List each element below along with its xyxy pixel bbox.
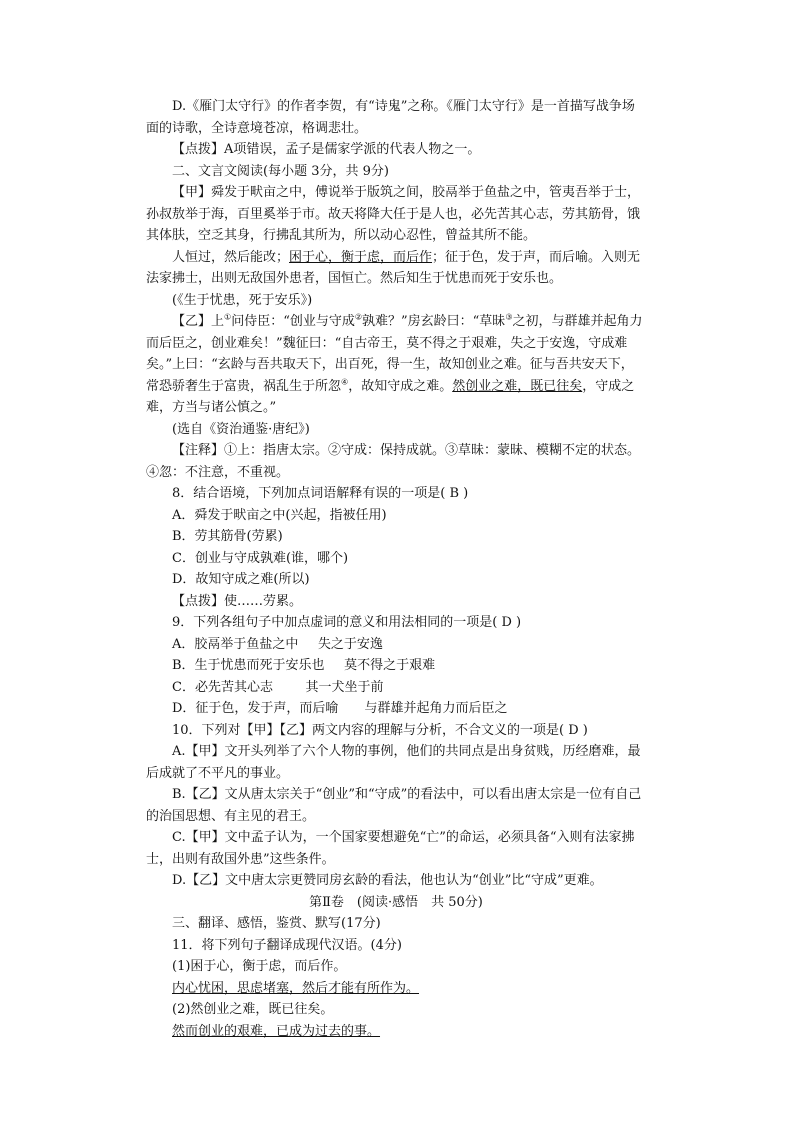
q9-a-second: 失之于安逸 (317, 636, 383, 652)
passage-yi (146, 311, 646, 419)
question-10: 10．下列对【甲】【乙】两文内容的理解与分析，不合文义的一项是( D ) (172, 722, 588, 738)
question-11: 11．将下列句子翻译成现代汉语。(4分) (172, 937, 402, 953)
q7-option-d: D.《雁门太守行》的作者李贺，有“诗鬼”之称。《雁门太守行》是一首描写战争场面的诗歌，全诗意境苍凉，格调悲壮。 (146, 99, 635, 136)
passage-jia-paragraph-2 (146, 247, 646, 290)
yi-text-a: 【乙】上 (172, 314, 225, 329)
yi-text-f: ，守成之难，方当与诸公慎之。” (146, 378, 635, 415)
q9-d-first: D．征于色，发于声，而后喻 (172, 701, 339, 716)
q11-answer-1-text: 内心忧困，思虑堵塞，然后才能有所作为。 (172, 980, 420, 996)
q8-option-c: C．创业与守成孰难(谁，哪个) (172, 550, 349, 566)
jia-text-b: ；征于色，发于声，而后喻。入则无法家拂士，出则无敌国外患者，国恒亡。然后知生于忧患而死于安乐也。 (146, 249, 641, 286)
footnote-mark-2: ② (354, 312, 363, 322)
yi-text-d: 之初，与群雄并起角力而后臣之，创业难矣！”魏征曰：“自古帝王，莫不得之于艰难，失之于安逸，守成难矣。”上曰：“玄龄与吾共取天下，出百死，得一生，故知创业之难。征与吾共安天下，常恐骄奢生于富贵，祸乱生于所忽 (146, 314, 643, 394)
q10-option-a: A.【甲】文开头列举了六个人物的事例，他们的共同点是出身贫贱，历经磨难，最后成就了不平凡的事业。 (146, 744, 641, 781)
jia-text-a: 人恒过，然后能改； (172, 249, 290, 265)
passage-yi-source: (选自《资治通鉴·唐纪》) (172, 421, 310, 437)
q9-option-b (146, 655, 646, 677)
q8-option-a: A．舜发于畎亩之中(兴起，指被任用) (172, 507, 387, 523)
question-9: 9．下列各组句子中加点虚词的意义和用法相同的一项是( D ) (172, 615, 522, 630)
footnote-mark-3: ③ (505, 312, 513, 322)
footnote-mark-1: ① (224, 312, 232, 322)
q11-answer-2 (146, 1021, 646, 1043)
q10-option-d: D.【乙】文中唐太宗更赞同房玄龄的看法，他也认为“创业”比“守成”更难。 (172, 873, 603, 888)
q11-sentence-1: (1)困于心，衡于虑，而后作。 (172, 959, 347, 974)
q9-option-c (146, 677, 646, 699)
part-2-heading: 第Ⅱ卷 (阅读·感悟 共 50分) (309, 894, 483, 910)
section-2-heading: 二、文言文阅读(每小题 3分，共 9分) (172, 163, 389, 179)
q9-option-a (146, 634, 646, 656)
question-8: 8．结合语境，下列加点词语解释有误的一项是( B ) (172, 486, 469, 501)
q11-answer-1 (146, 978, 646, 1000)
passage-jia-paragraph-1: 【甲】舜发于畎亩之中，傅说举于版筑之间，胶鬲举于鱼盐之中，管夷吾举于士，孙叔敖举于海，百里奚举于市。故天将降大任于是人也，必先苦其心志，劳其筋骨，饿其体肤，空乏其身，行拂乱其所为，所以动心忍性，曾益其所不能。 (146, 185, 641, 243)
q7-hint: 【点拨】A项错误，孟子是儒家学派的代表人物之一。 (172, 142, 481, 157)
q8-option-b: B．劳其筋骨(劳累) (172, 529, 283, 544)
q11-sentence-2: (2)然创业之难，既已往矣。 (172, 1002, 334, 1017)
q8-option-d: D．故知守成之难(所以) (172, 572, 310, 587)
jia-underlined-sentence: 困于心，衡于虑，而后作 (289, 249, 433, 265)
yi-text-c: 孰难？”房玄龄曰：“草昧 (362, 314, 506, 329)
section-3-heading: 三、翻译、感悟，鉴赏、默写(17分) (172, 916, 381, 931)
yi-text-e: ，故知守成之难。 (348, 378, 453, 394)
q8-hint: 【点拨】使……劳累。 (172, 593, 303, 609)
q10-option-b: B.【乙】文从唐太宗关于“创业”和“守成”的看法中，可以看出唐太宗是一位有自己的治国思想、有主见的君王。 (146, 787, 642, 824)
yi-underlined-sentence: 然创业之难，既已往矣 (452, 378, 583, 394)
q10-option-c: C.【甲】文中孟子认为，一个国家要想避免“亡”的命运，必须具备“入则有法家拂士，出则有敌国外患”这些条件。 (146, 830, 635, 867)
q9-b-first: B．生于忧患而死于安乐也 (172, 658, 325, 673)
q9-option-d (146, 698, 646, 720)
q9-a-first: A．胶鬲举于鱼盐之中 (172, 636, 299, 652)
document-page (146, 96, 646, 1042)
q9-b-second: 莫不得之于艰难 (344, 658, 436, 673)
annotations: 【注释】①上：指唐太宗。②守成：保持成就。③草昧：蒙昧、模糊不定的状态。④忽：不注意，不重视。 (146, 443, 641, 480)
footnote-mark-4: ④ (341, 377, 349, 387)
yi-text-b: 问侍臣：“创业与守成 (231, 314, 355, 329)
q9-c-second: 其一犬坐于前 (305, 679, 384, 695)
passage-jia-source: (《生于忧患，死于安乐》) (172, 292, 313, 308)
q9-c-first: C．必先苦其心志 (172, 679, 273, 695)
q9-d-second: 与群雄并起角力而后臣之 (364, 701, 508, 716)
q11-answer-2-text: 然而创业的艰难，已成为过去的事。 (172, 1023, 381, 1039)
